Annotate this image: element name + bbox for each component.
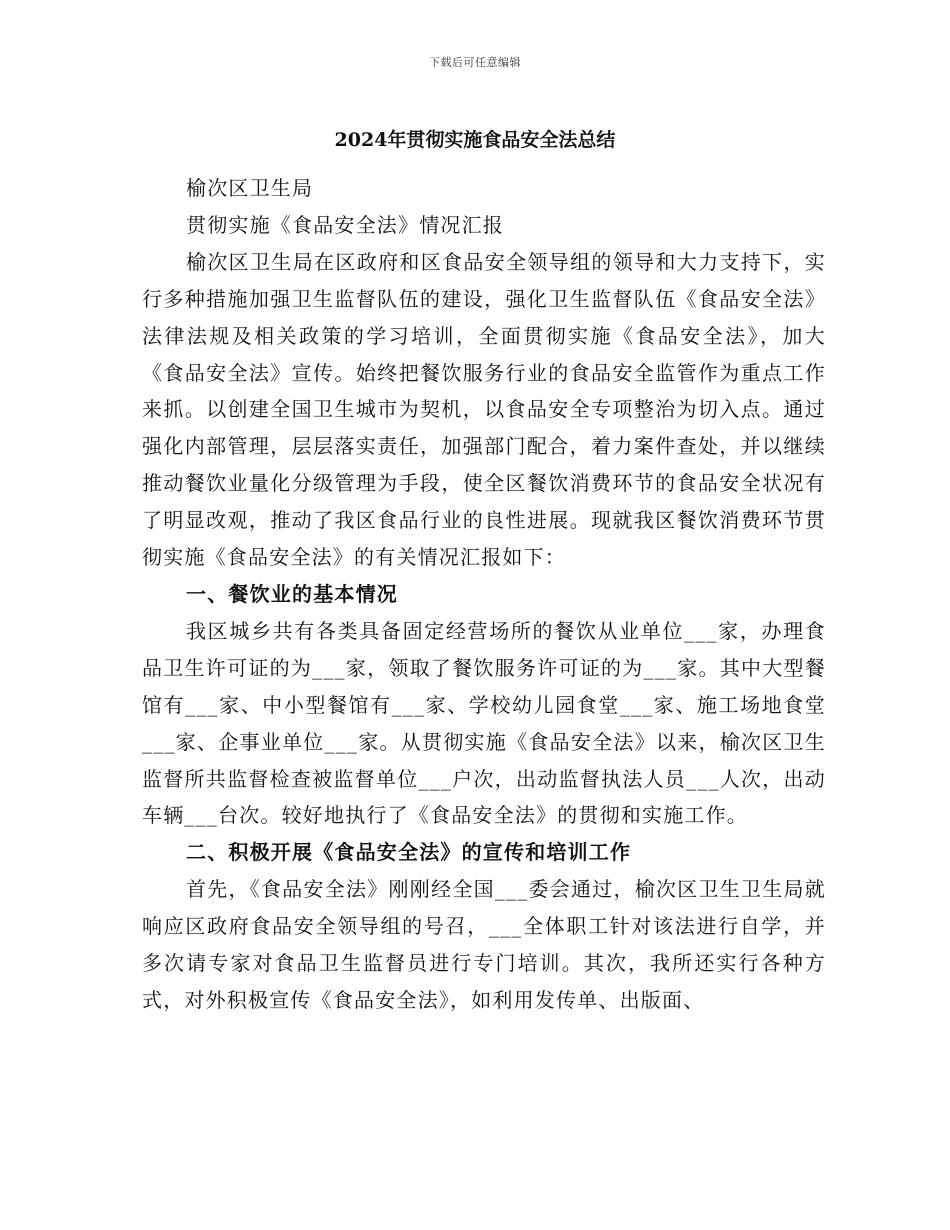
- document-body: [142, 170, 826, 1019]
- intro-paragraph: 榆次区卫生局在区政府和区食品安全领导组的领导和大力支持下，实行多种措施加强卫生监督队伍的建设，强化卫生监督队伍《食品安全法》法律法规及相关政策的学习培训，全面贯彻实施《食品安全法》，加大《食品安全法》宣传。始终把餐饮服务行业的食品安全监管作为重点工作来抓。以创建全国卫生城市为契机，以食品安全专项整治为切入点。通过强化内部管理，层层落实责任，加强部门配合，着力案件查处，并以继续推动餐饮业量化分级管理为手段，使全区餐饮消费环节的食品安全状况有了明显改观，推动了我区食品行业的良性进展。现就我区餐饮消费环节贯彻实施《食品安全法》的有关情况汇报如下：: [142, 249, 826, 570]
- section-1-paragraph: 我区城乡共有各类具备固定经营场所的餐饮从业单位___家，办理食品卫生许可证的为___家，领取了餐饮服务许可证的为___家。其中大型餐馆有___家、中小型餐馆有___家、学校幼儿园食堂___家、施工场地食堂___家、企事业单位___家。从贯彻实施《食品安全法》以来，榆次区卫生监督所共监督检查被监督单位___户次，出动监督执法人员___人次，出动车辆___台次。较好地执行了《食品安全法》的贯彻和实施工作。: [142, 618, 826, 828]
- page-header-note: 下载后可任意编辑: [429, 56, 521, 69]
- org-line: 榆次区卫生局: [186, 176, 314, 200]
- section-2-heading: 二、积极开展《食品安全法》的宣传和培训工作: [186, 840, 632, 865]
- document-title: 2024年贯彻实施食品安全法总结: [334, 129, 616, 151]
- section-1-heading: 一、餐饮业的基本情况: [186, 581, 398, 606]
- report-title: 贯彻实施《食品安全法》情况汇报: [186, 212, 504, 237]
- section-2-paragraph: 首先，《食品安全法》刚刚经全国___委会通过，榆次区卫生卫生局就响应区政府食品安全领导组的号召，___全体职工针对该法进行自学，并多次请专家对食品卫生监督员进行专门培训。其次，我所还实行各种方式，对外积极宣传《食品安全法》，如利用发传单、出版面、: [142, 877, 826, 1012]
